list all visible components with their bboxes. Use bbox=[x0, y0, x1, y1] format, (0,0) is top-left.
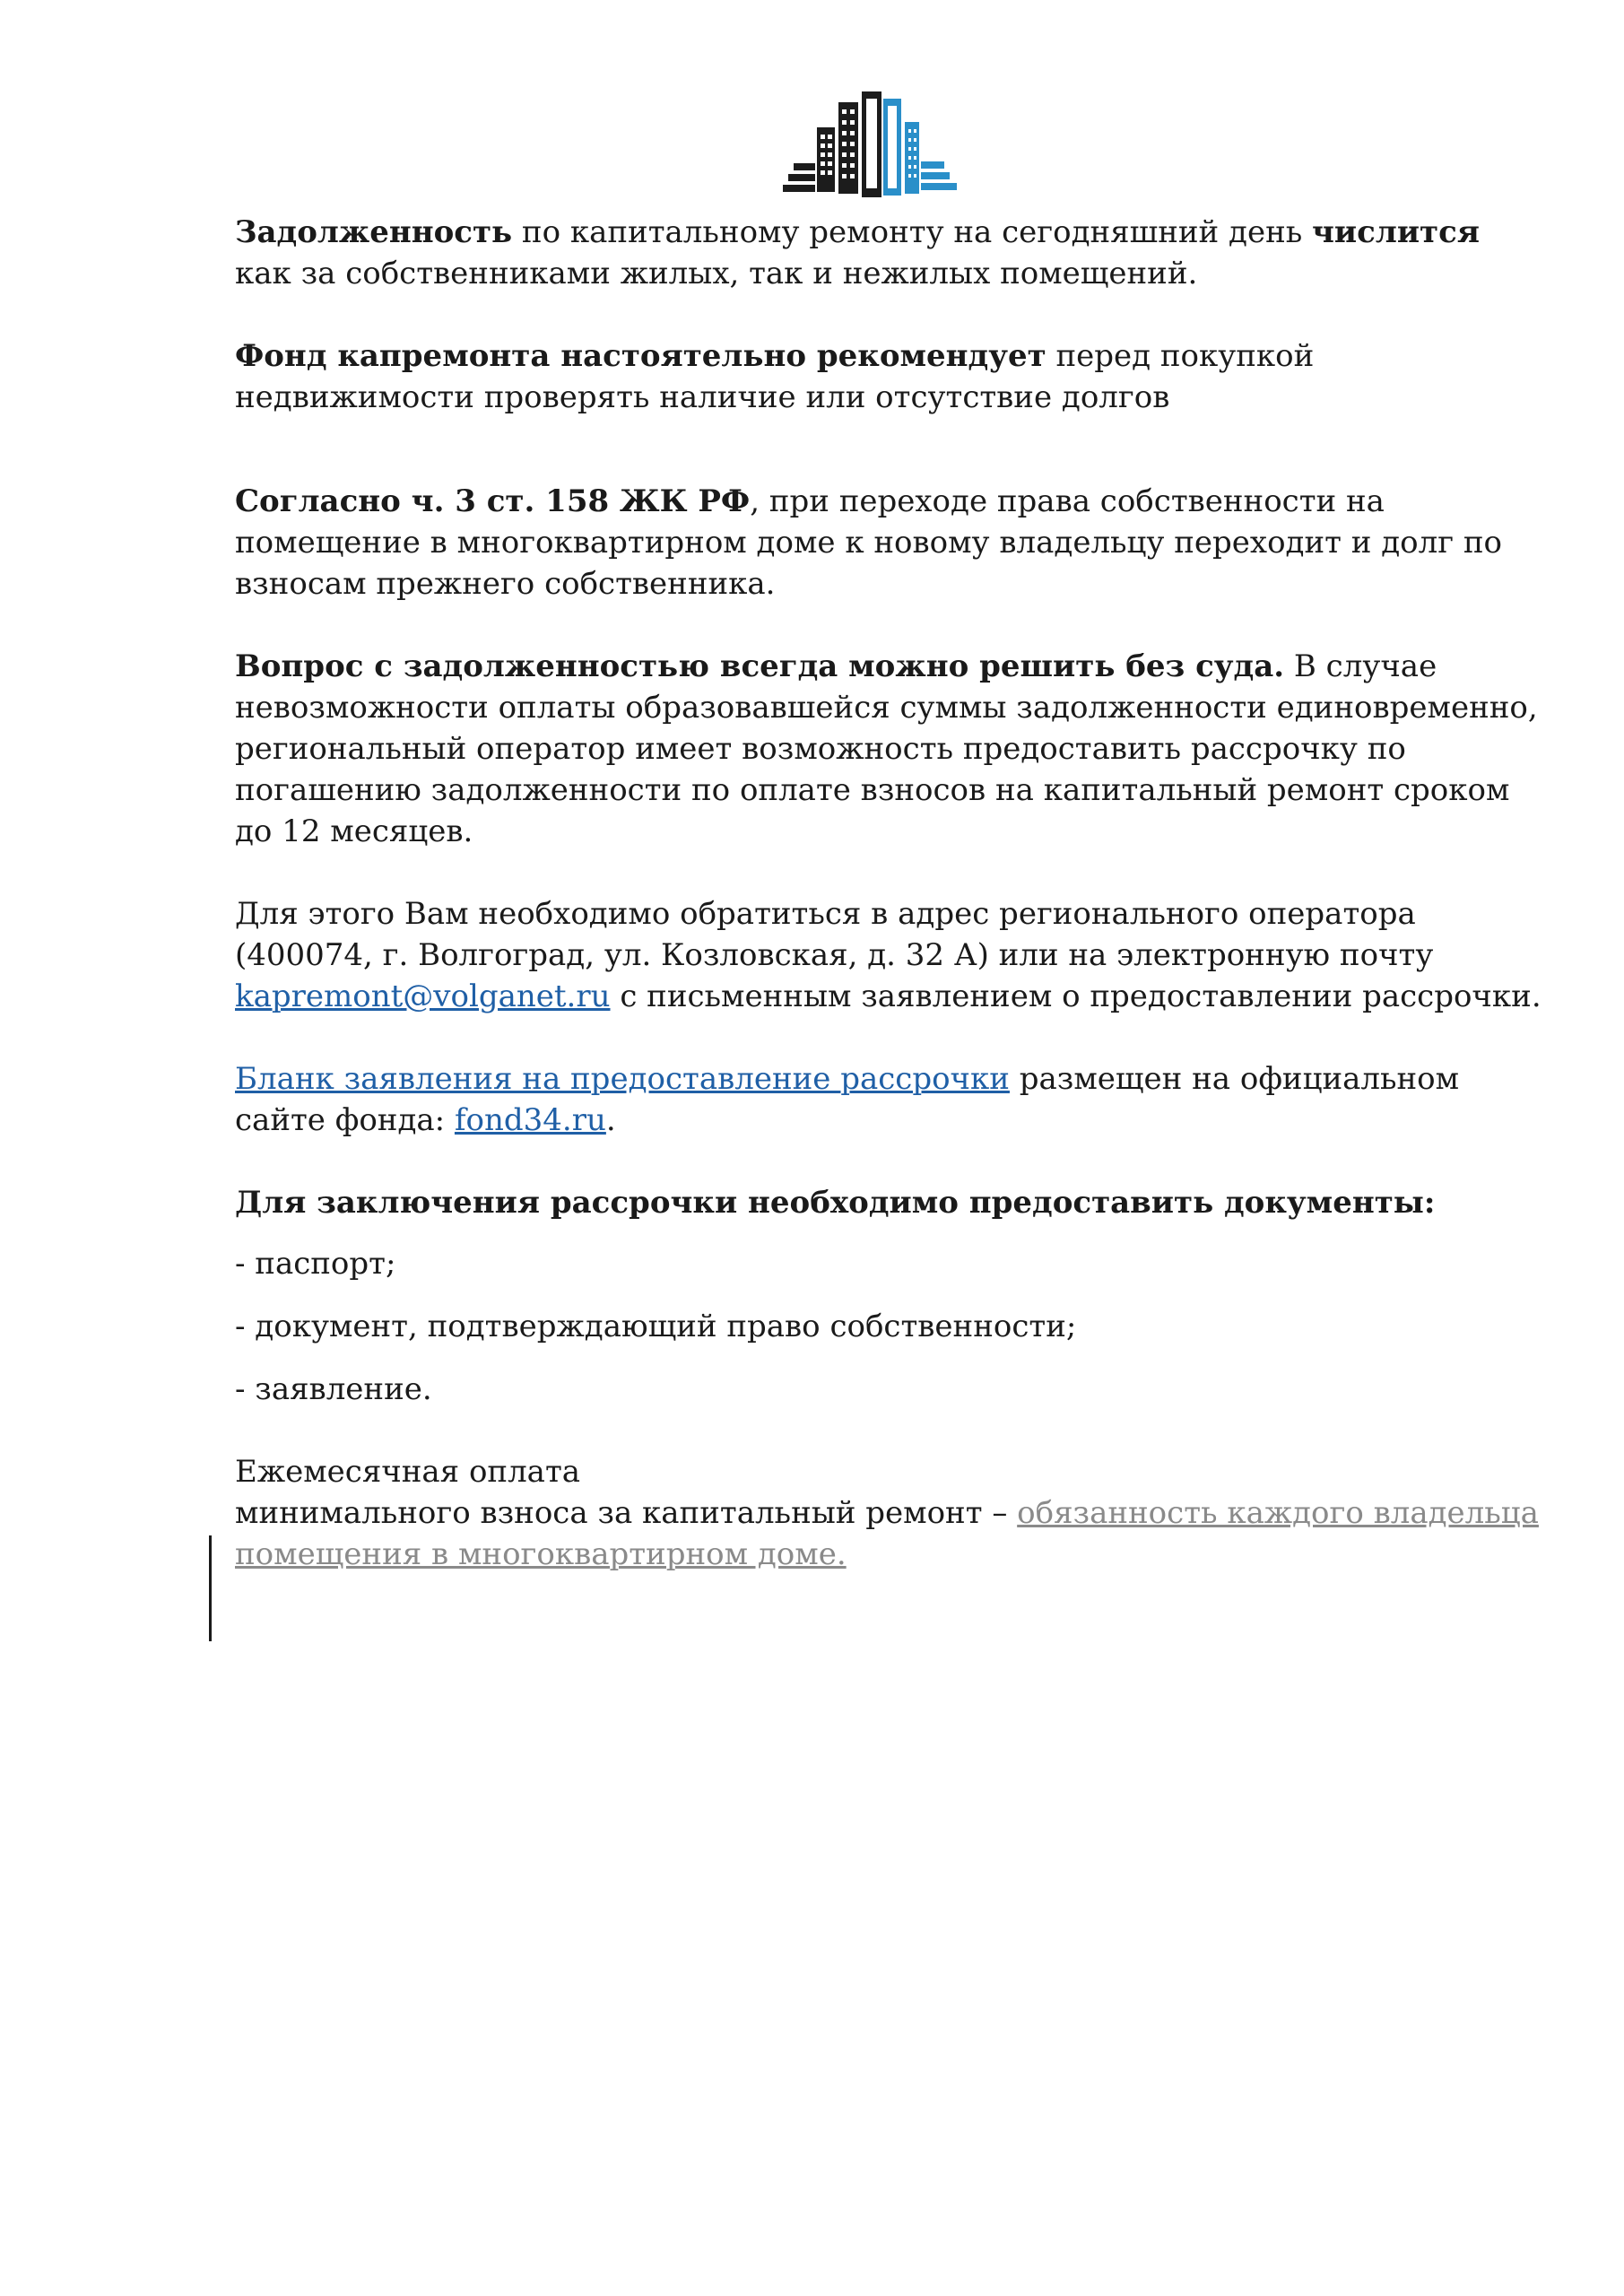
text: с письменным заявлением о предоставлении рассрочки. bbox=[610, 978, 1541, 1014]
obligation-link[interactable]: обязанность каждого владельца помещения в многоквартирном доме. bbox=[235, 1495, 1539, 1572]
paragraph-form bbox=[235, 1058, 1544, 1141]
paragraph-monthly-line1: Ежемесячная оплата bbox=[235, 1454, 581, 1490]
buildings-logo-icon bbox=[783, 86, 973, 204]
bold-text: Задолженность bbox=[235, 214, 513, 250]
list-item: - заявление. bbox=[235, 1371, 432, 1407]
list-item: - документ, подтверждающий право собственности; bbox=[235, 1309, 1077, 1344]
paragraph-monthly bbox=[235, 1492, 1544, 1575]
website-link[interactable]: fond34.ru bbox=[454, 1102, 606, 1138]
text: . bbox=[605, 1102, 616, 1138]
text: минимального взноса за капитальный ремонт – bbox=[235, 1495, 1018, 1531]
paragraph-installment bbox=[235, 646, 1544, 852]
paragraph-debt bbox=[235, 212, 1544, 294]
paragraph-contact bbox=[235, 893, 1544, 1017]
paragraph-law bbox=[235, 481, 1544, 604]
text: , при переходе права собственности на помещение в многоквартирном доме к новому владельцу переходит и долг по взносам прежнего собственника. bbox=[235, 483, 1502, 602]
text: перед покупкой недвижимости проверять наличие или отсутствие долгов bbox=[235, 338, 1315, 415]
change-bar bbox=[209, 1535, 212, 1641]
email-link[interactable]: kapremont@volganet.ru bbox=[235, 978, 611, 1014]
document-body bbox=[235, 212, 1544, 1575]
text: размещен на официальном сайте фонда: bbox=[235, 1061, 1460, 1138]
text: Для этого Вам необходимо обратиться в адрес регионального оператора (400074, г. Волгоград, ул. Козловская, д. 32 А) или на электронную почту bbox=[235, 896, 1434, 973]
paragraph-recommendation bbox=[235, 335, 1544, 418]
application-form-link[interactable]: Бланк заявления на предоставление рассрочки bbox=[235, 1061, 1010, 1097]
bold-text: Согласно ч. 3 ст. 158 ЖК РФ bbox=[235, 483, 751, 519]
text: по капитальному ремонту на сегодняшний день bbox=[512, 214, 1313, 250]
bold-text: числится bbox=[1312, 214, 1480, 250]
documents-heading bbox=[235, 1182, 1544, 1223]
list-item: - паспорт; bbox=[235, 1246, 396, 1282]
text: как за собственниками жилых, так и нежилых помещений. bbox=[235, 256, 1198, 291]
text: В случае невозможности оплаты образовавшейся суммы задолженности единовременно, региональный оператор имеет возможность предоставить рассрочку по погашению задолженности по оплате взносов на капитальный ремонт сроком до 12 месяцев. bbox=[235, 648, 1538, 849]
bold-text: Фонд капремонта настоятельно рекомендует bbox=[235, 338, 1046, 374]
bold-text: Для заключения рассрочки необходимо предоставить документы: bbox=[235, 1185, 1436, 1221]
bold-text: Вопрос с задолженностью всегда можно решить без суда. bbox=[235, 648, 1285, 684]
